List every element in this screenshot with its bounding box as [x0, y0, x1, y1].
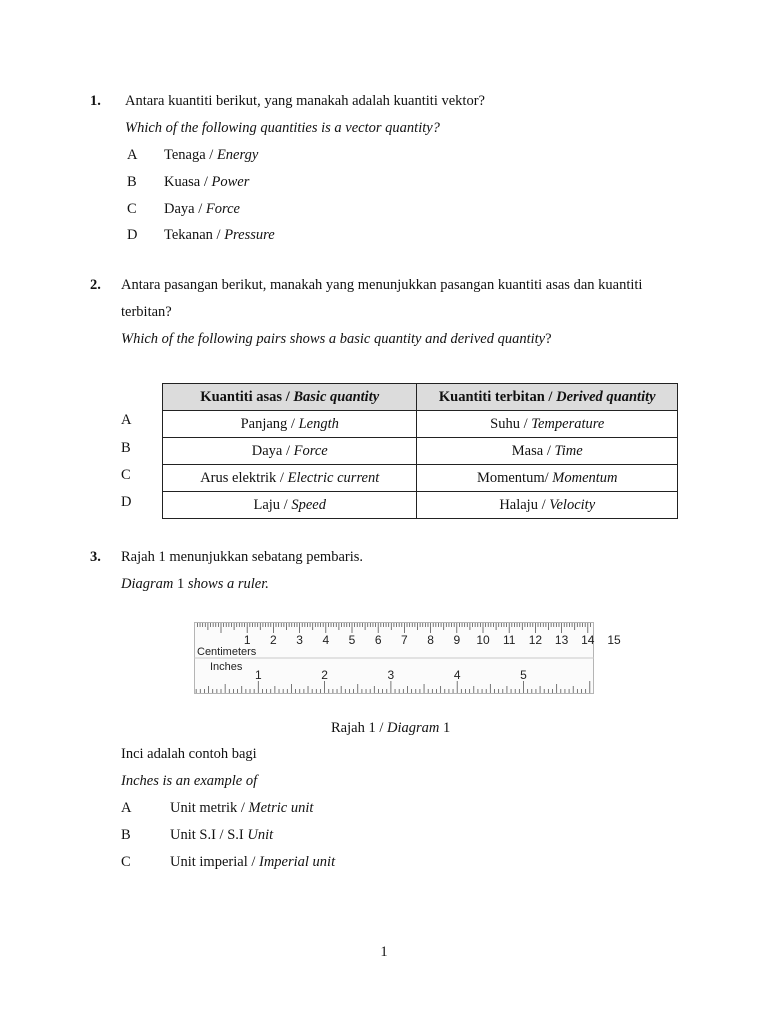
q1-option-c-letter: C [127, 201, 137, 217]
q3-option-a-letter: A [121, 800, 132, 816]
question-3-text-ms: Rajah 1 menunjukkan sebatang pembaris. [121, 549, 364, 565]
question-2-number: 2. [90, 277, 101, 293]
cm-number-label: 9 [453, 633, 461, 647]
q3-option-b-text: Unit S.I / S.I Unit [170, 827, 274, 843]
inches-label: Inches [210, 661, 243, 673]
q1-option-a-letter: A [127, 147, 138, 163]
cm-number-label: 2 [270, 633, 277, 647]
header-basic-quantity: Kuantiti asas / Basic quantity [163, 384, 417, 411]
cm-number-label: 11 [502, 633, 516, 647]
cm-number-label: 5 [348, 633, 356, 647]
question-3-stem-ms: Inci adalah contoh bagi [121, 746, 257, 762]
table-row [163, 438, 678, 465]
centimeter-numbers [244, 633, 621, 647]
q1-option-b-text: Kuasa / Power [164, 174, 250, 190]
question-1-number: 1. [90, 93, 101, 109]
table-header-row [163, 384, 678, 411]
cm-number-label: 13 [554, 633, 569, 647]
table-cell: Panjang / Length [163, 411, 417, 438]
table-row [163, 411, 678, 438]
question-1-text-ms: Antara kuantiti berikut, yang manakah adalah kuantiti vektor? [125, 93, 485, 109]
cm-number-label: 10 [476, 633, 490, 647]
question-2-text-ms-line1: Antara pasangan berikut, manakah yang menunjukkan pasangan kuantiti asas dan kuantiti [121, 277, 643, 293]
inch-number-label: 1 [254, 668, 262, 682]
cm-number-label: 1 [243, 633, 251, 647]
q1-option-d-text: Tekanan / Pressure [164, 227, 275, 243]
table-cell: Suhu / Temperature [417, 411, 678, 438]
page-number: 1 [380, 944, 388, 960]
q1-option-c-text: Daya / Force [164, 201, 240, 217]
table-cell: Daya / Force [163, 438, 417, 465]
table-cell: Momentum/ Momentum [417, 465, 678, 492]
q2-row-d-letter: D [121, 494, 132, 510]
cm-number-label: 8 [427, 633, 434, 647]
inch-number-label: 5 [520, 668, 527, 682]
q3-option-c-letter: C [121, 854, 131, 870]
inch-number-label: 3 [387, 668, 395, 682]
table-cell: Arus elektrik / Electric current [163, 465, 417, 492]
q1-option-a-text: Tenaga / Energy [164, 147, 259, 163]
ruler-image [194, 622, 621, 694]
question-2-text-en: Which of the following pairs shows a basic quantity and derived quantity? [121, 331, 552, 347]
q2-row-a-letter: A [121, 412, 132, 428]
table-cell: Halaju / Velocity [417, 492, 678, 519]
diagram-caption: Rajah 1 / Diagram 1 [331, 720, 451, 736]
table-row [163, 465, 678, 492]
question-3-text-en: Diagram 1 shows a ruler. [121, 576, 269, 592]
inch-number-label: 2 [321, 668, 328, 682]
question-2-text-ms-line2: terbitan? [121, 304, 172, 320]
q3-option-a-text: Unit metrik / Metric unit [170, 800, 314, 816]
table-row [163, 492, 678, 519]
table-cell: Laju / Speed [163, 492, 417, 519]
quantity-table [162, 383, 678, 519]
cm-number-label: 14 [581, 633, 595, 647]
cm-number-label: 12 [528, 633, 543, 647]
table-cell: Masa / Time [417, 438, 678, 465]
cm-number-label: 6 [374, 633, 382, 647]
question-3-number: 3. [90, 549, 101, 565]
ruler-diagram [194, 622, 621, 694]
header-derived-quantity: Kuantiti terbitan / Derived quantity [417, 384, 678, 411]
cm-number-label: 7 [401, 633, 408, 647]
cm-number-label: 3 [296, 633, 303, 647]
q2-row-b-letter: B [121, 440, 131, 456]
q1-option-b-letter: B [127, 174, 137, 190]
question-3-stem-en: Inches is an example of [121, 773, 258, 789]
q3-option-b-letter: B [121, 827, 131, 843]
question-1-text-en: Which of the following quantities is a vector quantity? [125, 120, 440, 136]
q1-option-d-letter: D [127, 227, 138, 243]
inch-number-label: 4 [453, 668, 461, 682]
q2-row-c-letter: C [121, 467, 131, 483]
cm-number-label: 4 [322, 633, 330, 647]
centimeters-label: Centimeters [197, 646, 257, 658]
q3-option-c-text: Unit imperial / Imperial unit [170, 854, 336, 870]
cm-number-label: 15 [607, 633, 621, 647]
